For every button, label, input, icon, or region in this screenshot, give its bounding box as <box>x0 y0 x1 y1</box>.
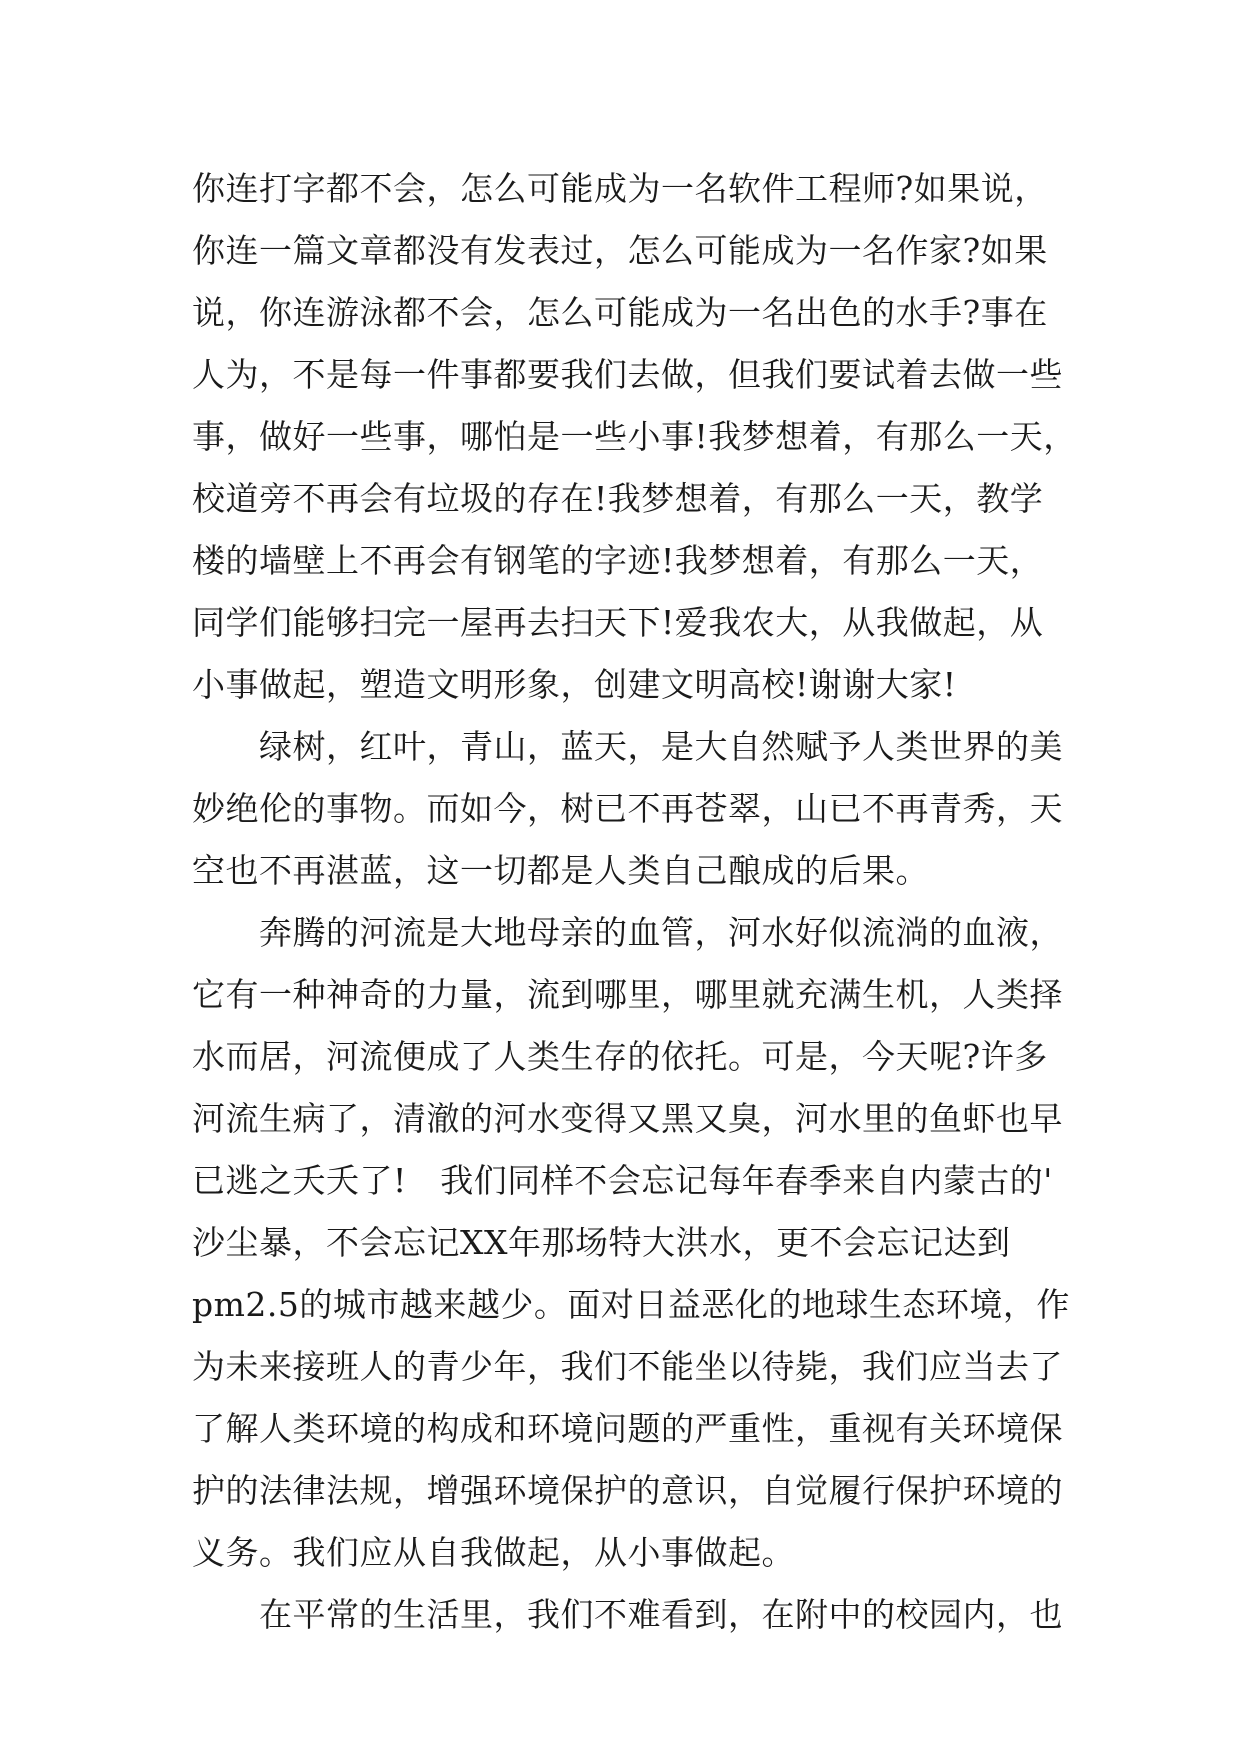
text-line-13: 奔腾的河流是大地母亲的血管，河水好似流淌的血液， <box>192 913 1063 952</box>
text-line-8: 同学们能够扫完一屋再去扫天下!爱我农大，从我做起，从 <box>192 603 1044 642</box>
text-line-6: 校道旁不再会有垃圾的存在!我梦想着，有那么一天，教学 <box>192 479 1044 518</box>
text-line-15: 水而居，河流便成了人类生存的依托。可是，今天呢?许多 <box>192 1037 1048 1076</box>
text-line-10: 绿树，红叶，青山，蓝天，是大自然赋予人类世界的美 <box>192 727 1063 766</box>
text-line-12: 空也不再湛蓝，这一切都是人类自己酿成的后果。 <box>192 851 929 890</box>
text-line-20: 为未来接班人的青少年，我们不能坐以待毙，我们应当去了 <box>192 1347 1063 1386</box>
text-line-16: 河流生病了，清澈的河水变得又黑又臭，河水里的鱼虾也早 <box>192 1099 1063 1138</box>
text-line-18: 沙尘暴，不会忘记XX年那场特大洪水，更不会忘记达到 <box>192 1223 1011 1262</box>
text-line-9: 小事做起，塑造文明形象，创建文明高校!谢谢大家! <box>192 665 957 704</box>
body-text <box>192 158 1077 1646</box>
text-line-11: 妙绝伦的事物。而如今，树已不再苍翠，山已不再青秀，天 <box>192 789 1063 828</box>
text-line-21: 了解人类环境的构成和环境问题的严重性，重视有关环境保 <box>192 1409 1063 1448</box>
text-line-19: pm2.5的城市越来越少。面对日益恶化的地球生态环境，作 <box>192 1285 1070 1324</box>
text-line-23: 义务。我们应从自我做起，从小事做起。 <box>192 1533 795 1572</box>
text-line-3: 说，你连游泳都不会，怎么可能成为一名出色的水手?事在 <box>192 293 1048 332</box>
text-line-22: 护的法律法规，增强环境保护的意识，自觉履行保护环境的 <box>192 1471 1063 1510</box>
text-line-24: 在平常的生活里，我们不难看到，在附中的校园内，也 <box>192 1595 1063 1634</box>
text-line-1: 你连打字都不会，怎么可能成为一名软件工程师?如果说， <box>192 169 1048 208</box>
text-line-17: 已逃之夭夭了! 我们同样不会忘记每年春季来自内蒙古的' <box>192 1161 1053 1200</box>
text-line-7: 楼的墙壁上不再会有钢笔的字迹!我梦想着，有那么一天， <box>192 541 1044 580</box>
text-line-2: 你连一篇文章都没有发表过，怎么可能成为一名作家?如果 <box>192 231 1048 270</box>
text-line-5: 事，做好一些事，哪怕是一些小事!我梦想着，有那么一天， <box>192 417 1077 456</box>
text-line-14: 它有一种神奇的力量，流到哪里，哪里就充满生机，人类择 <box>192 975 1063 1014</box>
text-line-4: 人为，不是每一件事都要我们去做，但我们要试着去做一些 <box>192 355 1063 394</box>
